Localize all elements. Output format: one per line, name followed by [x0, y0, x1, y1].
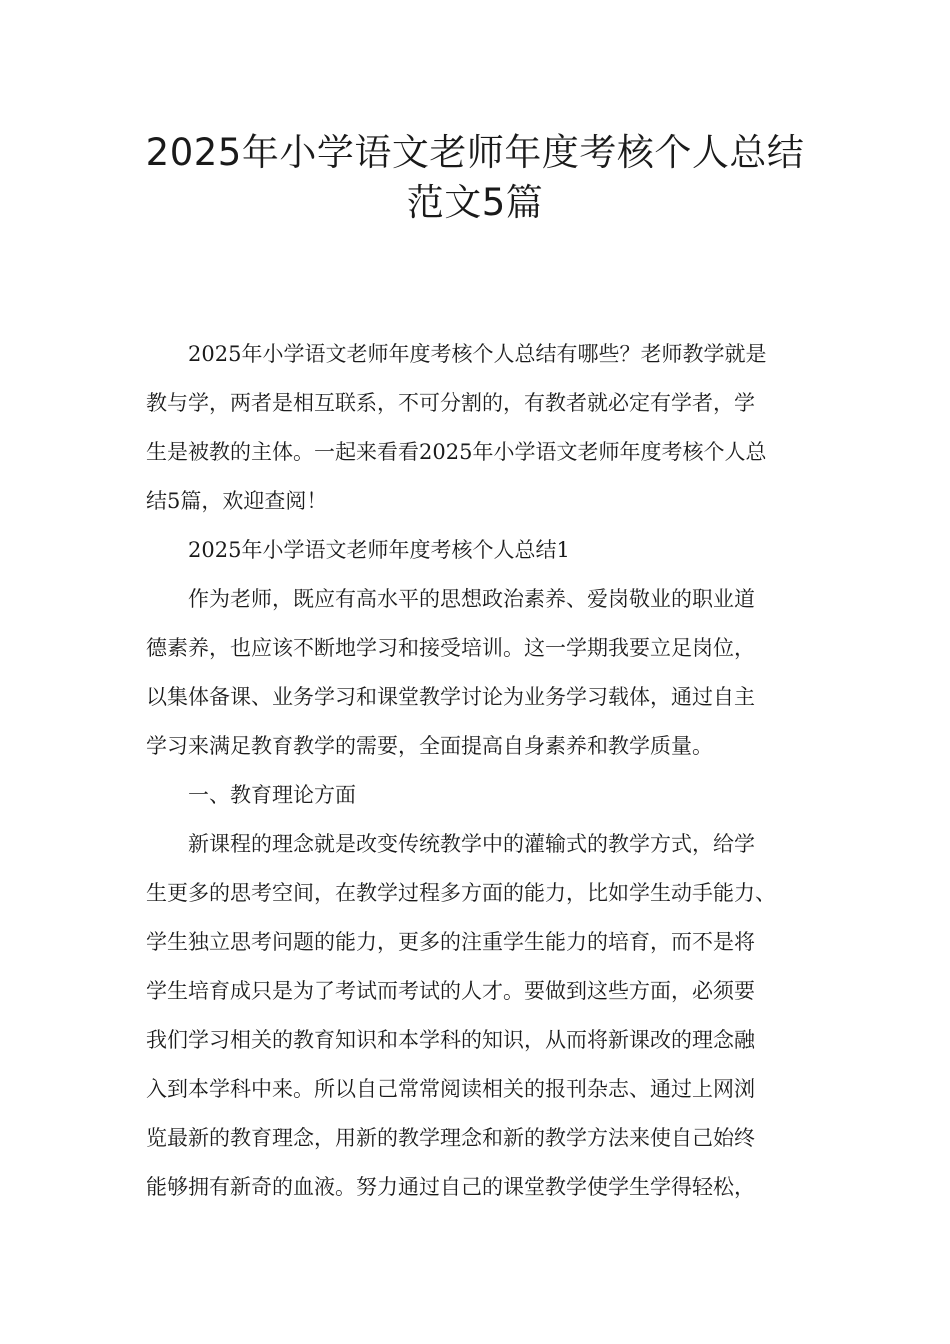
text-line: 结5篇，欢迎查阅！	[146, 489, 328, 513]
text-line: 生是被教的主体。一起来看看2025年小学语文老师年度考核个人总	[146, 440, 767, 464]
text-line: 新课程的理念就是改变传统教学中的灌输式的教学方式，给学	[188, 832, 755, 856]
text-line: 览最新的教育理念，用新的教学理念和新的教学方法来使自己始终	[146, 1126, 755, 1150]
document-title-line-2: 范文5篇	[406, 181, 544, 224]
text-line: 学生独立思考问题的能力，更多的注重学生能力的培育，而不是将	[146, 930, 755, 954]
text-line: 以集体备课、业务学习和课堂教学讨论为业务学习载体，通过自主	[146, 685, 755, 709]
text-line: 能够拥有新奇的血液。努力通过自己的课堂教学使学生学得轻松，	[146, 1175, 755, 1199]
text-line: 教与学，两者是相互联系，不可分割的，有教者就必定有学者，学	[146, 391, 755, 415]
document-title-line-1: 2025年小学语文老师年度考核个人总结	[145, 131, 805, 174]
text-line: 入到本学科中来。所以自己常常阅读相关的报刊杂志、通过上网浏	[146, 1077, 755, 1101]
text-line: 我们学习相关的教育知识和本学科的知识，从而将新课改的理念融	[146, 1028, 755, 1052]
document-body	[146, 330, 812, 1212]
text-line: 德素养，也应该不断地学习和接受培训。这一学期我要立足岗位，	[146, 636, 755, 660]
text-line: 2025年小学语文老师年度考核个人总结有哪些？老师教学就是	[188, 342, 767, 366]
text-line: 作为老师，既应有高水平的思想政治素养、爱岗敬业的职业道	[188, 587, 755, 611]
text-line: 学生培育成只是为了考试而考试的人才。要做到这些方面，必须要	[146, 979, 755, 1003]
text-line: 生更多的思考空间，在教学过程多方面的能力，比如学生动手能力、	[146, 881, 776, 905]
subsection-heading: 一、教育理论方面	[188, 783, 356, 807]
text-line: 学习来满足教育教学的需要，全面提高自身素养和教学质量。	[146, 734, 713, 758]
section-heading: 2025年小学语文老师年度考核个人总结1	[188, 538, 570, 562]
